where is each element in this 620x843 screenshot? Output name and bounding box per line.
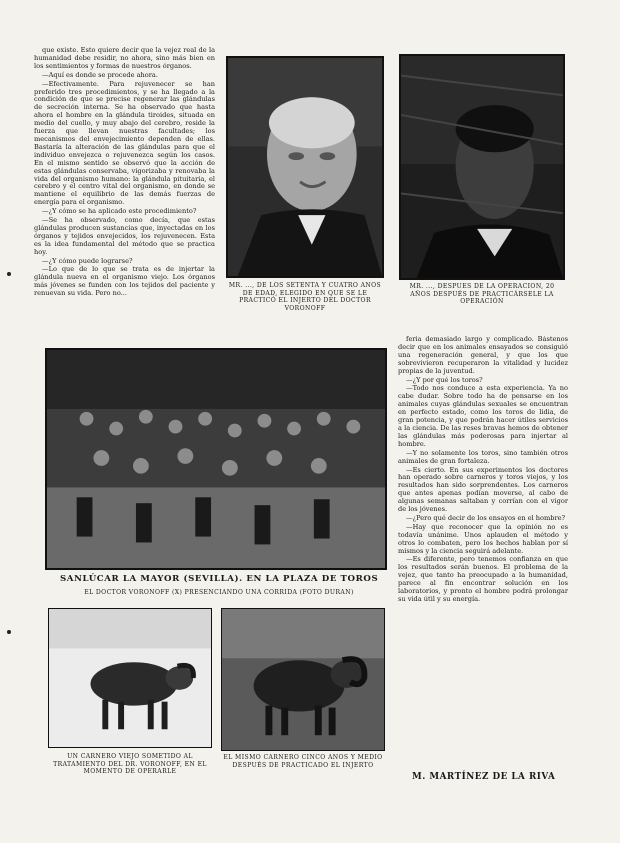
caption-ram-young: EL MISMO CARNERO CINCO AÑOS Y MEDIO DESPUÉS DE PRACTICADO EL INJERTO xyxy=(223,754,383,769)
photo-man-after xyxy=(399,54,565,280)
paragraph: —Efectivamente. Para rejuvenecer se han preferido tres procedimientos, y se ha llegado a la condición de que se precise regenerar las glándulas de secreción interna. Se ha observado que hasta ahora el hombre en la glándula tiroides, situada en medio del cuello, y muy abajo del cerebro, reside la fuerza que llevan nuestras facultades; los mecanismos del envejecimiento dependen de ellas. Bastaría la alteración de las glándulas para que el individuo envejezca o rejuvenezca según los casos. En el mismo sentido se observó que la acción de estas glándulas conservaba, vigorizaba y renovaba la vida del organismo humano: la glándula pituitaria, el cerebro y el centro vital del organismo, en donde se mantiene el equilibrio de las demás fuerzas de energía para el organismo. xyxy=(34,79,215,207)
paragraph: —Lo que de lo que se trata es de injertar la glándula nueva en el organismo viejo. Los órganos más jóvenes se funden con los tejidos del paciente y renuevan su vida. Pero no... xyxy=(34,265,215,298)
paragraph: feria demasiado largo y complicado. Bástenos decir que en los animales ensayados se consiguió una regeneración general, y que los que sobrevivieron recuperaron la vitalidad y lucidez propias de la juventud. xyxy=(398,336,568,375)
paragraph: —Es diferente, pero tenemos confianza en que los resultados serán buenos. El problema de la vejez, que tanto ha preocupado a la humanidad, parece al fin encontrar solución en los laboratorios, y pronto el hombre podrá prolongar su vida útil y su energía. xyxy=(398,555,568,603)
caption-ram-old: UN CARNERO VIEJO SOMETIDO AL TRATAMIENTO DEL DR. VORONOFF, EN EL MOMENTO DE OPERARLE xyxy=(53,753,207,776)
paragraph: —¿Y cómo puede lograrse? xyxy=(42,256,133,265)
right-text-column xyxy=(398,336,568,761)
paragraph: —Es cierto. En sus experimentos los doctores han operado sobre carneros y toros viejos, y los resultados han sido sorprendentes. Los carneros que antes apenas podían moverse, al cabo de algunas semanas saltaban y corrían con el vigor de los jóvenes. xyxy=(398,465,568,514)
paragraph: —Se ha observado, como decía, que estas glándulas producen sustancias que, inyectadas en los órganos y tejidos envejecidos, los rejuvenecen. Esta es la idea fundamental del método que se practica hoy. xyxy=(34,216,215,256)
photo-bullring xyxy=(45,348,387,570)
photo-ram-young xyxy=(221,608,385,751)
paragraph: —Hay que reconocer que la opinión no es todavía unánime. Unos aplauden el método y otros lo combaten, pero los hechos hablan por sí mismos y la ciencia seguirá adelante. xyxy=(398,522,568,555)
photo-old-man xyxy=(226,56,384,278)
caption-bullring: EL DOCTOR VORONOFF (X) PRESENCIANDO UNA CORRIDA (FOTO DURÁN) xyxy=(84,589,354,596)
paragraph: —¿Pero qué decir de los ensayos en el hombre? xyxy=(406,513,566,522)
paragraph: —Y no solamente los toros, sino también otros animales de gran fortaleza. xyxy=(398,448,568,465)
paragraph: —¿Y por qué los toros? xyxy=(406,375,483,384)
caption-old-man: MR. ..., DE LOS SETENTA Y CUATRO AÑOS DE EDAD, ELEGIDO EN QUE SE LE PRACTICÓ EL INJERTO DEL DOCTOR VORONOFF xyxy=(228,282,382,312)
paragraph: —Todo nos conduce a esta experiencia. Ya no cabe dudar. Sobre todo ha de pensarse en los animales cuyas glándulas sexuales se encuentran en perfecto estado, como los toros de lidia, de gran potencia, y que podrán hacer útiles servicios a la ciencia. De las reses bravas hemos de obtener las glándulas más poderosas para injertar al hombre. xyxy=(398,384,568,448)
caption-man-after: MR. ..., DESPUÉS DE LA OPERACIÓN, 20 AÑOS DESPUÉS DE PRACTICÁRSELE LA OPERACIÓN xyxy=(409,283,555,306)
left-text-column xyxy=(34,47,215,339)
paragraph: que existe. Esto quiere decir que la vejez real de la humanidad debe residir, no ahora, sino más bien en los sentimientos y formas de nuestros órganos. xyxy=(34,47,215,70)
photo-ram-old xyxy=(48,608,212,748)
page-mark xyxy=(7,272,11,276)
bullring-banner: SANLÚCAR LA MAYOR (SEVILLA). EN LA PLAZA DE TOROS xyxy=(60,574,379,584)
paragraph: —¿Y cómo se ha aplicado este procedimiento? xyxy=(42,207,197,216)
page-mark xyxy=(7,630,11,634)
author-signature: M. MARTÍNEZ DE LA RIVA xyxy=(412,772,556,782)
paragraph: —Aquí es donde se procede ahora. xyxy=(42,70,158,79)
